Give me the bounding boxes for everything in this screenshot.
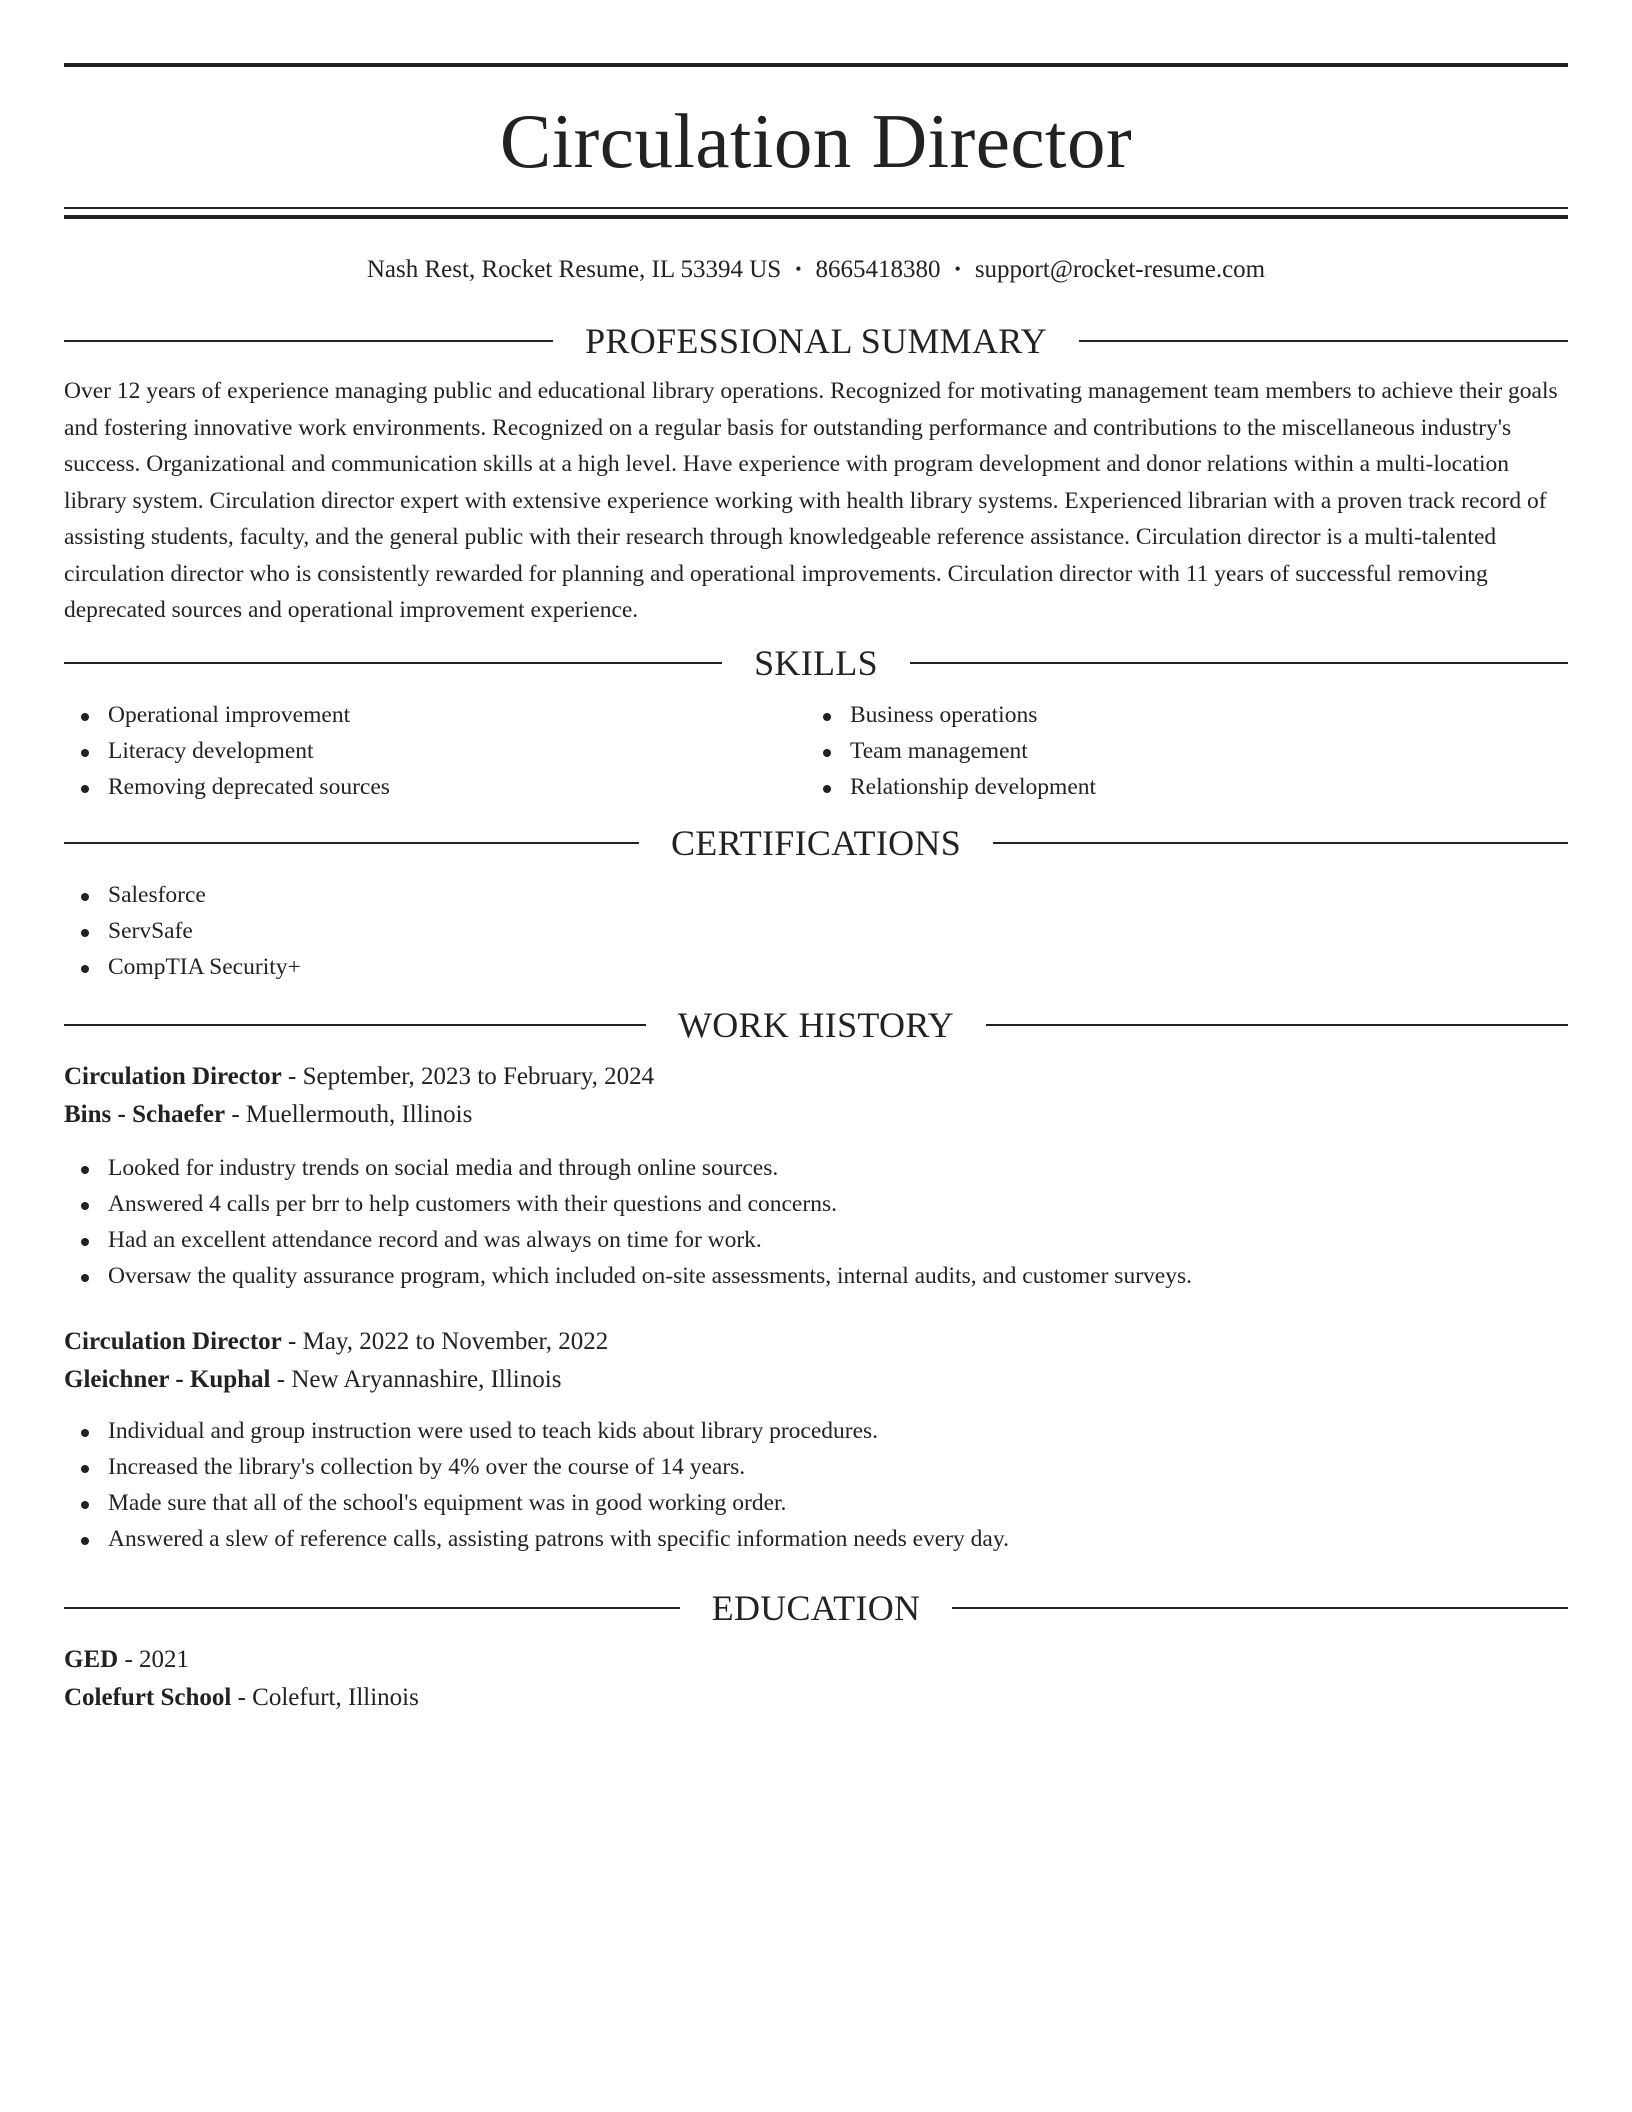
heading-rule xyxy=(986,1024,1568,1026)
heading-rule xyxy=(64,1024,646,1026)
job-title-line xyxy=(64,1323,1568,1361)
duty-item: Increased the library's collection by 4% over the course of 14 years. xyxy=(64,1449,1568,1485)
education-degree: GED xyxy=(64,1645,119,1673)
duty-item: Made sure that all of the school's equipment was in good working order. xyxy=(64,1485,1568,1521)
heading-rule xyxy=(64,1607,680,1609)
duty-item: Answered a slew of reference calls, assisting patrons with specific information needs every day. xyxy=(64,1521,1568,1557)
education-school: Colefurt School xyxy=(64,1683,232,1711)
job-location: - New Aryannashire, Illinois xyxy=(270,1365,562,1393)
skills-column-right xyxy=(806,697,1548,805)
education-school-line xyxy=(64,1679,1568,1717)
skills-list xyxy=(64,697,1568,805)
skill-item: Literacy development xyxy=(64,733,806,769)
certifications-list xyxy=(64,877,1568,985)
certification-item: Salesforce xyxy=(64,877,1568,913)
contact-phone: 8665418380 xyxy=(815,256,941,283)
job-entry xyxy=(64,1058,1568,1294)
section-header-skills xyxy=(64,643,1568,683)
top-rule xyxy=(64,63,1568,67)
education-entry xyxy=(64,1641,1568,1717)
contact-email: support@rocket-resume.com xyxy=(974,256,1266,283)
resume-page xyxy=(64,63,1568,1717)
duty-item: Had an excellent attendance record and was always on time for work. xyxy=(64,1222,1568,1258)
section-header-work xyxy=(64,1005,1568,1045)
job-duties xyxy=(64,1413,1568,1557)
heading-rule xyxy=(993,842,1568,844)
job-company: Gleichner - Kuphal xyxy=(64,1365,271,1393)
contact-address: Nash Rest, Rocket Resume, IL 53394 US xyxy=(366,256,782,283)
job-entry xyxy=(64,1323,1568,1557)
heading-rule xyxy=(952,1607,1568,1609)
section-header-education xyxy=(64,1588,1568,1628)
heading-rule xyxy=(64,340,553,342)
section-header-summary xyxy=(64,321,1568,361)
section-title-summary: PROFESSIONAL SUMMARY xyxy=(585,321,1047,361)
resume-title: Circulation Director xyxy=(499,98,1133,184)
duty-item: Answered 4 calls per brr to help customers with their questions and concerns. xyxy=(64,1186,1568,1222)
certification-item: CompTIA Security+ xyxy=(64,949,1568,985)
section-title-education: EDUCATION xyxy=(711,1587,921,1628)
job-company: Bins - Schaefer xyxy=(64,1100,226,1128)
duty-item: Individual and group instruction were used to teach kids about library procedures. xyxy=(64,1413,1568,1449)
duty-item: Oversaw the quality assurance program, which included on-site assessments, internal audits, and customer surveys. xyxy=(64,1258,1568,1294)
heading-rule xyxy=(1079,340,1568,342)
job-title-line xyxy=(64,1058,1568,1096)
job-location: - Muellermouth, Illinois xyxy=(225,1100,473,1128)
contact-line xyxy=(64,254,1568,284)
job-dates: - May, 2022 to November, 2022 xyxy=(281,1327,609,1355)
job-company-line xyxy=(64,1361,1568,1399)
section-title-skills: SKILLS xyxy=(754,642,878,683)
heading-rule xyxy=(64,842,639,844)
skills-column-left xyxy=(64,697,806,805)
job-title: Circulation Director xyxy=(64,1327,282,1355)
job-title: Circulation Director xyxy=(64,1062,282,1090)
title-double-rule xyxy=(64,207,1568,219)
duty-item: Looked for industry trends on social media and through online sources. xyxy=(64,1150,1568,1186)
contact-separator: • xyxy=(795,259,802,279)
skill-item: Business operations xyxy=(806,697,1548,733)
summary-text: Over 12 years of experience managing public and educational library operations. Recognized for motivating management team members to achieve their goals and fostering innovative work environments. Recognized on a regular basis for outstanding performance and contributions to the miscellaneous industry's success. Organizational and communication skills at a high level. Have experience with program development and donor relations within a multi-location library system. Circulation director expert with extensive experience working with health library systems. Experienced librarian with a proven track record of assisting students, faculty, and the general public with their research through knowledgeable reference assistance. Circulation director is a multi-talented circulation director who is consistently rewarded for planning and operational improvements. Circulation director with 11 years of successful removing deprecated sources and operational improvement experience. xyxy=(64,378,1558,623)
heading-rule xyxy=(64,662,722,664)
skill-item: Removing deprecated sources xyxy=(64,769,806,805)
skill-item: Relationship development xyxy=(806,769,1548,805)
section-title-certifications: CERTIFICATIONS xyxy=(670,822,962,863)
job-dates: - September, 2023 to February, 2024 xyxy=(281,1062,655,1090)
skill-item: Team management xyxy=(806,733,1548,769)
job-duties xyxy=(64,1150,1568,1294)
job-company-line xyxy=(64,1096,1568,1134)
section-title-work: WORK HISTORY xyxy=(678,1004,954,1045)
education-location: - Colefurt, Illinois xyxy=(231,1683,419,1711)
contact-separator: • xyxy=(954,259,961,279)
education-year: - 2021 xyxy=(118,1645,190,1673)
heading-rule xyxy=(910,662,1568,664)
section-header-certifications xyxy=(64,823,1568,863)
education-degree-line xyxy=(64,1641,1568,1679)
certification-item: ServSafe xyxy=(64,913,1568,949)
skill-item: Operational improvement xyxy=(64,697,806,733)
